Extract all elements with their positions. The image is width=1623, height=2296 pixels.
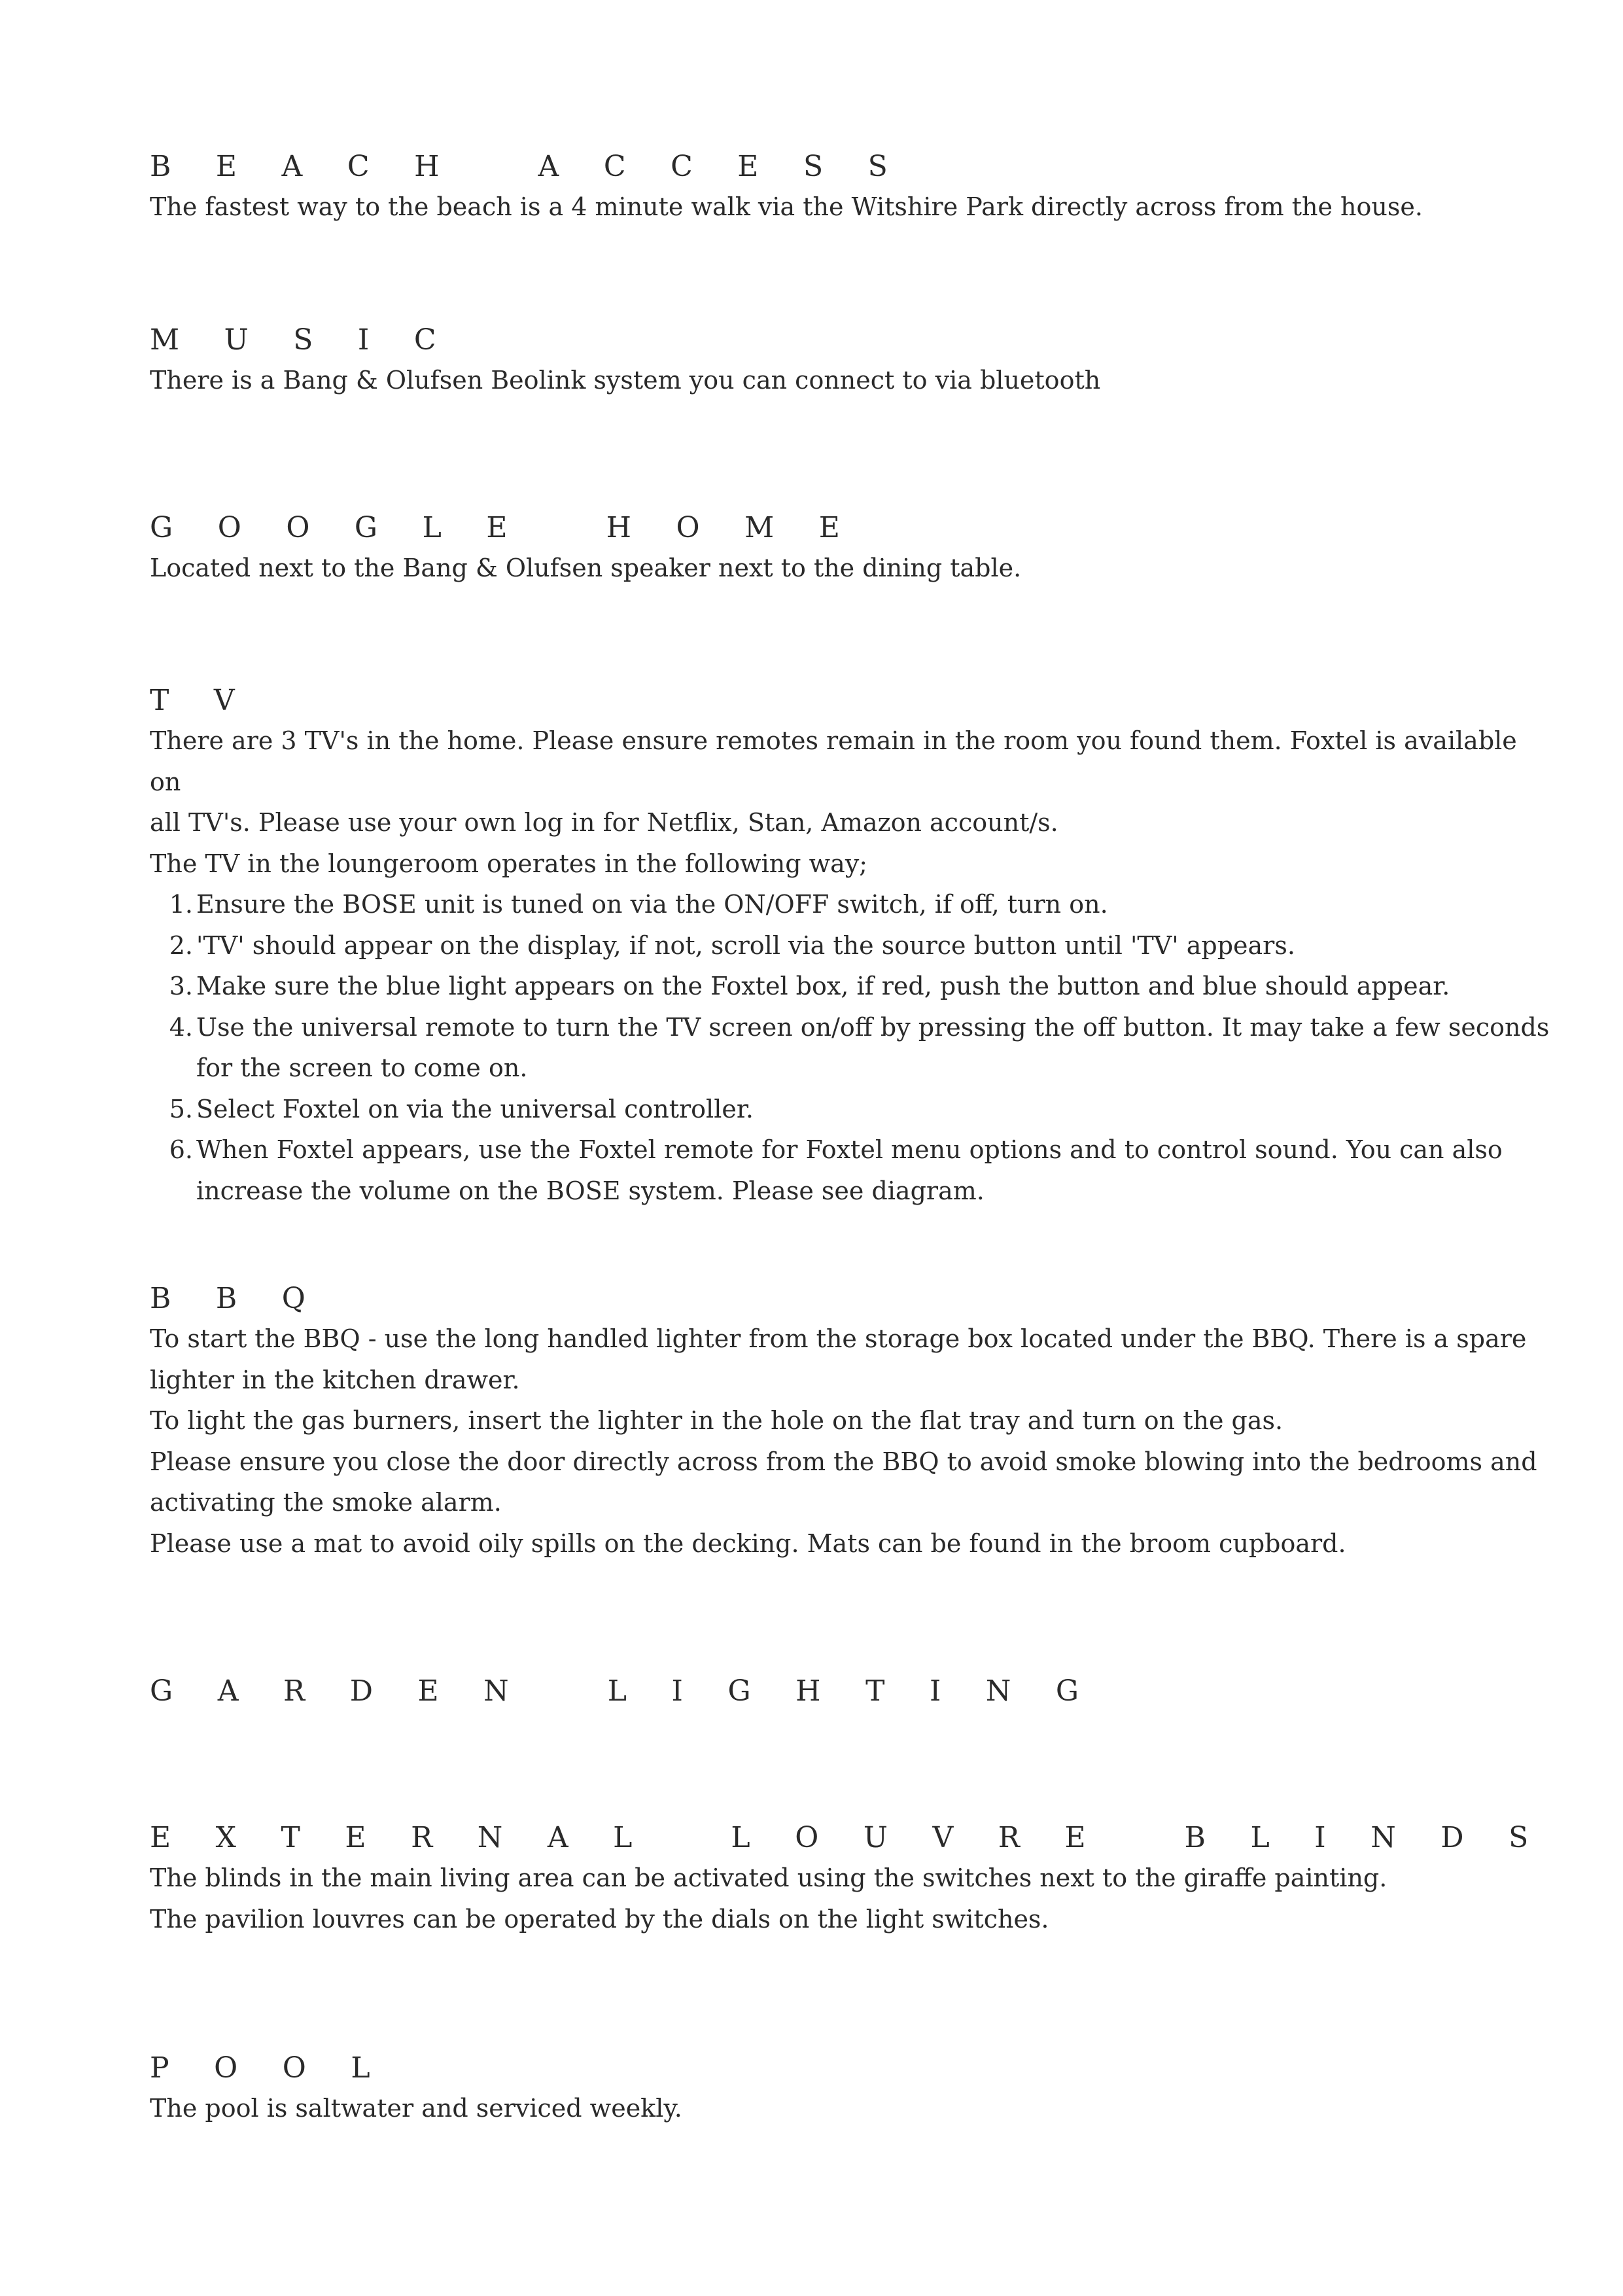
list-item <box>150 1129 1550 1211</box>
paragraph-line: The blinds in the main living area can be activated using the switches next to the giraffe painting. <box>150 1863 1387 1892</box>
list-number: 5. <box>169 1094 193 1123</box>
list-item-text: Use the universal remote to turn the TV screen on/off by pressing the off button. It may take a few seconds for the screen to come on. <box>196 1012 1550 1082</box>
paragraph-line: The TV in the loungeroom operates in the following way; <box>150 849 868 878</box>
section-tv <box>150 681 1550 1211</box>
list-item-text: Make sure the blue light appears on the Foxtel box, if red, push the button and blue should appear. <box>196 972 1450 1000</box>
paragraph-line: To light the gas burners, insert the lighter in the hole on the flat tray and turn on the gas. <box>150 1406 1283 1435</box>
paragraph-line: Located next to the Bang & Olufsen speaker next to the dining table. <box>150 554 1022 582</box>
heading-external-louvre-blinds: E X T E R N A L L O U V R E B L I N D S <box>150 1821 1546 1854</box>
list-number: 1. <box>169 890 193 919</box>
list-item-text: Select Foxtel on via the universal controller. <box>196 1094 754 1123</box>
list-number: 4. <box>169 1012 193 1042</box>
section-garden-lighting <box>150 1672 1550 1711</box>
heading-bbq: B B Q <box>150 1282 324 1315</box>
heading-music: M U S I C <box>150 323 454 357</box>
list-item <box>150 1089 1550 1130</box>
heading-google-home: G O O G L E H O M E <box>150 511 858 544</box>
list-item <box>150 884 1550 925</box>
paragraph-line: activating the smoke alarm. <box>150 1488 502 1517</box>
paragraph-line: The pavilion louvres can be operated by the dials on the light switches. <box>150 1904 1049 1934</box>
heading-tv: T V <box>150 684 253 717</box>
paragraph-line: lighter in the kitchen drawer. <box>150 1365 520 1394</box>
paragraph-line: There are 3 TV's in the home. Please ensure remotes remain in the room you found them. Foxtel is available on <box>150 726 1517 796</box>
section-beach-access <box>150 147 1550 228</box>
list-item <box>150 925 1550 966</box>
tv-steps-list <box>150 884 1550 1211</box>
list-number: 6. <box>169 1135 193 1164</box>
list-item <box>150 1007 1550 1089</box>
section-google-home <box>150 508 1550 589</box>
list-item-text: Ensure the BOSE unit is tuned on via the ON/OFF switch, if off, turn on. <box>196 890 1108 919</box>
heading-pool: P O O L <box>150 2051 388 2085</box>
section-pool <box>150 2049 1550 2129</box>
heading-garden-lighting: G A R D E N L I G H T I N G <box>150 1674 1097 1708</box>
section-bbq <box>150 1279 1550 1564</box>
list-item <box>150 966 1550 1007</box>
list-item-text: When Foxtel appears, use the Foxtel remote for Foxtel menu options and to control sound. You can also increase the volume on the BOSE system. Please see diagram. <box>196 1135 1503 1205</box>
paragraph-line: Please ensure you close the door directly across from the BBQ to avoid smoke blowing into the bedrooms and <box>150 1447 1537 1476</box>
heading-beach-access: B E A C H A C C E S S <box>150 150 906 183</box>
list-item-text: 'TV' should appear on the display, if not, scroll via the source button until 'TV' appears. <box>196 930 1295 960</box>
section-music <box>150 321 1550 401</box>
paragraph-line: all TV's. Please use your own log in for Netflix, Stan, Amazon account/s. <box>150 808 1058 837</box>
list-number: 3. <box>169 972 193 1000</box>
paragraph-line: There is a Bang & Olufsen Beolink system you can connect to via bluetooth <box>150 366 1101 395</box>
list-number: 2. <box>169 930 193 960</box>
section-external-louvre-blinds <box>150 1818 1550 1939</box>
paragraph-line: Please use a mat to avoid oily spills on the decking. Mats can be found in the broom cupboard. <box>150 1528 1346 1558</box>
paragraph-line: The pool is saltwater and serviced weekly. <box>150 2094 682 2123</box>
paragraph-line: The fastest way to the beach is a 4 minute walk via the Witshire Park directly across from the house. <box>150 192 1423 221</box>
paragraph-line: To start the BBQ - use the long handled lighter from the storage box located under the BBQ. There is a spare <box>150 1324 1527 1353</box>
